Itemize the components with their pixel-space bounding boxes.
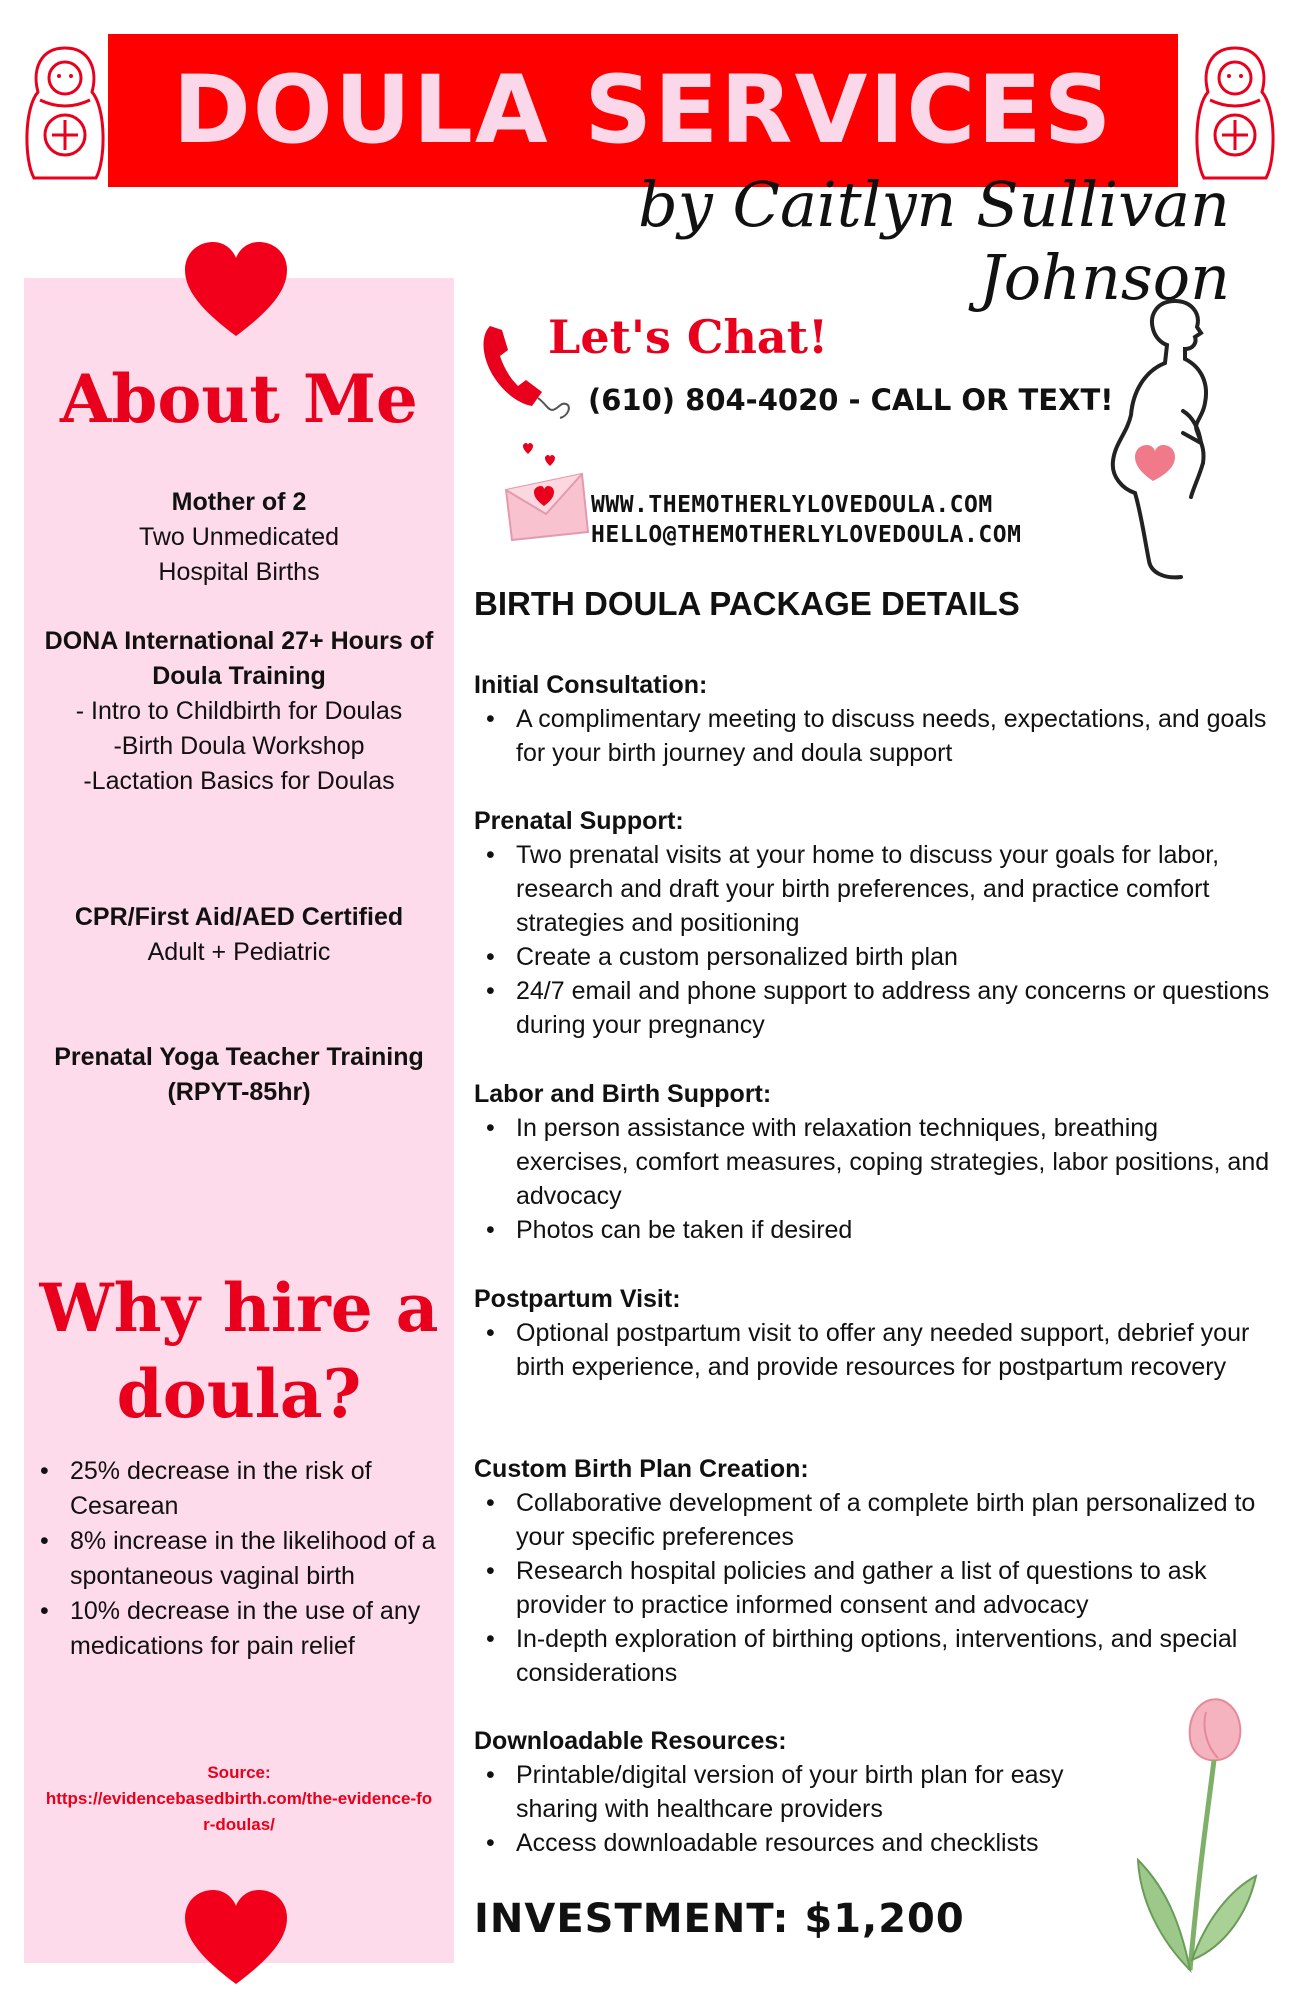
page-subtitle: by Caitlyn Sullivan Johnson (638, 168, 1230, 314)
list-item: • 8% increase in the likelihood of a spontaneous vaginal birth (34, 1524, 446, 1594)
list-item: • Research hospital policies and gather a list of questions to ask provider to practice informed consent and advocacy (474, 1554, 1274, 1622)
why-hire-heading: Why hire a doula? (39, 1269, 439, 1433)
list-item: • In-depth exploration of birthing options, interventions, and special considerations (474, 1622, 1274, 1690)
source-citation (44, 1760, 434, 1838)
section-heading: Prenatal Support: (474, 807, 684, 835)
section-heading: Labor and Birth Support: (474, 1080, 772, 1108)
about-line: Two Unmedicated (138, 523, 340, 551)
about-block-heading: CPR/First Aid/AED Certified (74, 903, 404, 931)
love-letter-icon (500, 440, 590, 550)
heart-icon (181, 240, 291, 340)
source-link[interactable]: https://evidencebasedbirth.com/the-evidence-for-doulas/ (45, 1789, 433, 1834)
list-item: • Photos can be taken if desired (474, 1213, 1274, 1247)
chat-heading: Let's Chat! (548, 310, 829, 364)
list-item: • In person assistance with relaxation techniques, breathing exercises, comfort measures, coping strategies, labor positions, and advocacy (474, 1111, 1274, 1213)
about-block-yoga (34, 1040, 444, 1110)
list-item: • Printable/digital version of your birth plan for easy sharing with healthcare providers (474, 1758, 1114, 1826)
list-item: • 24/7 email and phone support to address any concerns or questions during your pregnancy (474, 974, 1274, 1042)
list-item: • Create a custom personalized birth plan (474, 940, 1274, 974)
about-line: Adult + Pediatric (147, 938, 331, 966)
tulip-icon (1110, 1690, 1270, 1980)
title-banner (108, 34, 1178, 187)
list-item: • 25% decrease in the risk of Cesarean (34, 1454, 446, 1524)
package-heading: BIRTH DOULA PACKAGE DETAILS (474, 585, 1020, 622)
investment-price: INVESTMENT: $1,200 (474, 1896, 965, 1942)
about-line: -Birth Doula Workshop (113, 732, 365, 760)
list-item: • A complimentary meeting to discuss needs, expectations, and goals for your birth journey and doula support (474, 702, 1274, 770)
about-block-heading: Mother of 2 (171, 488, 307, 516)
list-item: • Two prenatal visits at your home to discuss your goals for labor, research and draft your birth preferences, and practice comfort strategies and positioning (474, 838, 1274, 940)
list-item: • 10% decrease in the use of any medications for pain relief (34, 1594, 446, 1664)
section-postpartum-visit (474, 1282, 1274, 1384)
about-me-heading: About Me (60, 360, 418, 438)
why-list (34, 1454, 446, 1664)
about-block-cpr (34, 900, 444, 970)
pregnant-silhouette-icon (1105, 293, 1250, 588)
section-downloadable-resources (474, 1724, 1114, 1860)
section-heading: Downloadable Resources: (474, 1727, 787, 1755)
page-title: DOULA SERVICES (172, 56, 1114, 165)
matryoshka-doll-icon (10, 40, 120, 190)
section-prenatal-support (474, 804, 1274, 1042)
phone-number[interactable]: (610) 804-4020 - CALL OR TEXT! (588, 383, 1114, 417)
section-custom-birth-plan (474, 1452, 1274, 1690)
section-labor-birth-support (474, 1077, 1274, 1247)
section-heading: Custom Birth Plan Creation: (474, 1455, 809, 1483)
section-initial-consultation (474, 668, 1274, 770)
about-block-heading: Prenatal Yoga Teacher Training (RPYT-85hr) (54, 1043, 424, 1106)
about-line: - Intro to Childbirth for Doulas (75, 697, 403, 725)
section-heading: Postpartum Visit: (474, 1285, 681, 1313)
section-heading: Initial Consultation: (474, 671, 708, 699)
about-block-heading: DONA International 27+ Hours of Doula Training (44, 627, 434, 690)
website-link[interactable]: WWW.THEMOTHERLYLOVEDOULA.COM (591, 492, 993, 518)
email-link[interactable]: HELLO@THEMOTHERLYLOVEDOULA.COM (591, 522, 1022, 548)
about-block-mother (34, 485, 444, 590)
list-item: • Optional postpartum visit to offer any needed support, debrief your birth experience, and provide resources for postpartum recovery (474, 1316, 1274, 1384)
heart-icon (181, 1888, 291, 1988)
list-item: • Collaborative development of a complete birth plan personalized to your specific preferences (474, 1486, 1274, 1554)
about-line: -Lactation Basics for Doulas (83, 767, 395, 795)
matryoshka-doll-icon (1180, 40, 1290, 190)
source-label: Source: (207, 1763, 271, 1782)
about-block-dona (34, 624, 444, 799)
list-item: • Access downloadable resources and checklists (474, 1826, 1114, 1860)
about-line: Hospital Births (158, 558, 320, 586)
